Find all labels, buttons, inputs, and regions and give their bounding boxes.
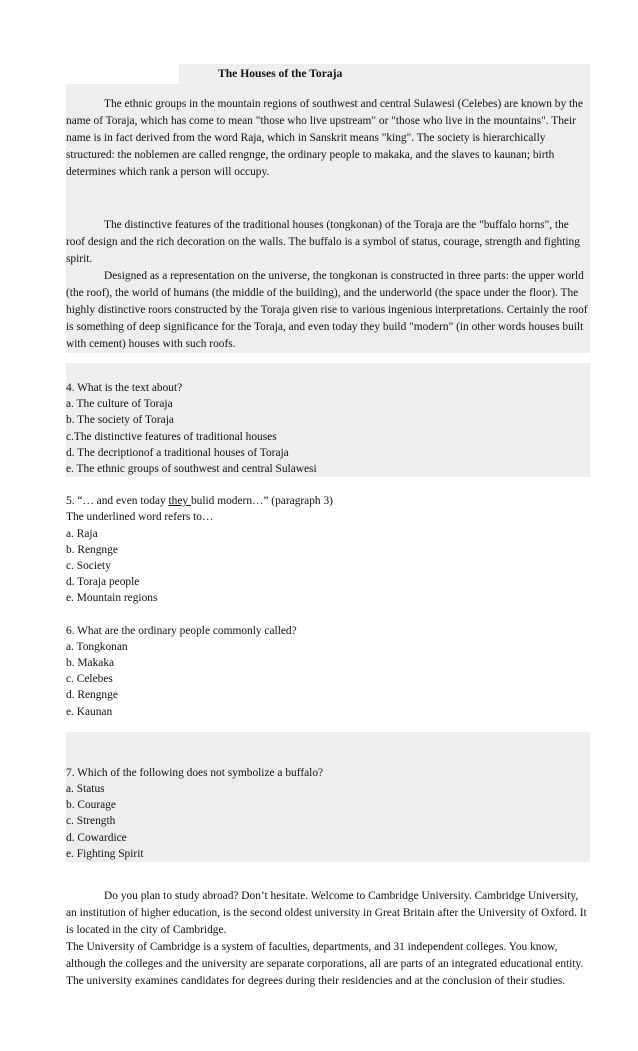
q6-option-a: a. Tongkonan <box>66 640 128 653</box>
q6-option-d: d. Rengnge <box>66 689 118 702</box>
q7-option-b: b. Courage <box>66 799 116 812</box>
title-row <box>66 64 590 84</box>
document-title: The Houses of the Toraja <box>218 67 343 80</box>
q4-option-a: a. The culture of Toraja <box>66 398 173 411</box>
question-6 <box>66 607 590 720</box>
q5-option-e: e. Mountain regions <box>66 592 158 605</box>
q7-option-a: a. Status <box>66 783 105 796</box>
paragraph-2: The distinctive features of the traditional houses (tongkonan) of the Toraja are the "buffalo horns", the roof design and the rich decoration on the walls. The buffalo is a symbol of status, courage, strength and fighting spirit. <box>66 217 590 268</box>
q6-option-c: c. Celebes <box>66 673 113 686</box>
paragraph-4: Do you plan to study abroad? Don’t hesitate. Welcome to Cambridge University. Cambridge University, an institution of higher education, is the second oldest university in Great Britain after the University of Oxford. It is located in the city of Cambridge. <box>66 890 587 937</box>
q4-option-c: c.The distinctive features of traditional houses <box>66 430 277 443</box>
question-7-text: 7. Which of the following does not symbolize a buffalo? <box>66 766 324 779</box>
document-page <box>66 64 590 990</box>
underlined-word: they <box>168 495 191 508</box>
q5-option-d: d. Toraja people <box>66 576 140 589</box>
q7-option-d: d. Cowardice <box>66 831 127 844</box>
question-6-text: 6. What are the ordinary people commonly called? <box>66 624 297 637</box>
q7-option-e: e. Fighting Spirit <box>66 847 144 860</box>
question-4 <box>66 378 590 477</box>
q5-option-a: a. Raja <box>66 527 98 540</box>
question-4-text: 4. What is the text about? <box>66 382 183 394</box>
q6-option-e: e. Kaunan <box>66 705 113 718</box>
paragraph-5: The University of Cambridge is a system of faculties, departments, and 31 independent colleges. You know, although the colleges and the university are separate corporations, all are parts of an integrated educational entity. The university examines candidates for degrees during their residencies and at the conclusion of their studies. <box>66 941 584 988</box>
q4-option-b: b. The society of Toraja <box>66 414 174 427</box>
q6-option-b: b. Makaka <box>66 657 115 670</box>
q4-option-d: d. The decriptionof a traditional houses of Toraja <box>66 446 289 459</box>
paragraph-3: Designed as a representation on the universe, the tongkonan is constructed in three parts: the upper world (the roof), the world of humans (the middle of the building), and the underworld (the space under the floor). The highly distinctive roors constructed by the Toraja given rise to various ingenious interpretations. Certainly the roof is something of deep significance for the Toraja, and even today they build "modern" (in other words houses built with cement) houses with such roofs. <box>66 268 590 353</box>
question-5 <box>66 477 590 606</box>
q5-option-c: c. Society <box>66 560 111 573</box>
question-5-subline: The underlined word refers to… <box>66 511 214 524</box>
question-5-text: 5. “… and even today they bulid modern…” (paragraph 3) <box>66 495 333 508</box>
q5-option-b: b. Rengnge <box>66 543 118 556</box>
q4-option-e: e. The ethnic groups of southwest and central Sulawesi <box>66 463 317 476</box>
paragraph-1: The ethnic groups in the mountain regions of southwest and central Sulawesi (Celebes) are known by the name of Toraja, which has come to mean "those who live upstream" or "those who live in the mountains". Their name is in fact derived from the word Raja, which in Sanskrit means "king". The society is hierarchically structured: the noblemen are called rengnge, the ordinary people to makaka, and the slaves to kaunan; birth determines which rank a person will occupy. <box>66 96 590 181</box>
question-7 <box>66 765 590 862</box>
q7-option-c: c. Strength <box>66 815 116 828</box>
